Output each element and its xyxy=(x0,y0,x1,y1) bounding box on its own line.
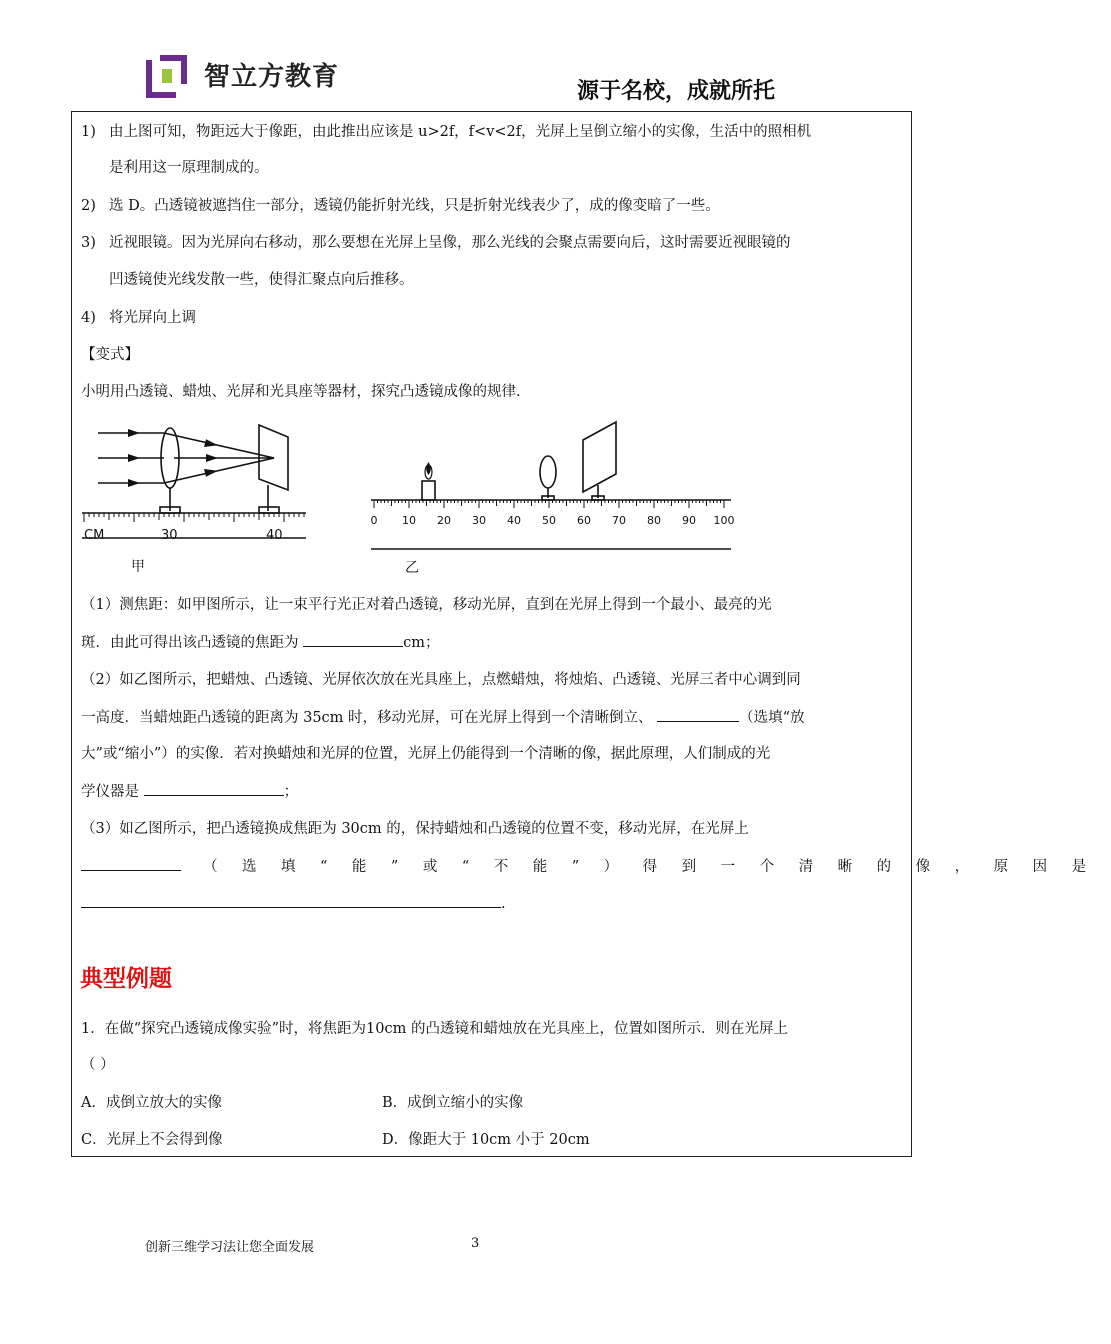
yi-tick-label: 30 xyxy=(472,514,486,527)
example-q-line1: 1．在做“探究凸透镜成像实验”时，将焦距为10cm 的凸透镜和蜡烛放在光具座上，位置如图所示．则在光屏上 xyxy=(81,1021,788,1037)
logo xyxy=(146,52,346,104)
q2-text-c: 学仪器是 xyxy=(81,784,144,800)
answer-4-num: 4) xyxy=(81,310,96,326)
yi-tick-label: 50 xyxy=(542,514,556,527)
jia-label: 甲 xyxy=(131,559,145,575)
option-b[interactable]: B．成倒立缩小的实像 xyxy=(382,1095,524,1111)
q1-line2 xyxy=(81,632,439,653)
q3-line3 xyxy=(81,893,506,914)
q2-line3: 大”或“缩小”）的实像．若对换蜡烛和光屏的位置，光屏上仍能得到一个清晰的像，据此原理，人们制成的光 xyxy=(81,746,771,762)
option-a[interactable]: A．成倒立放大的实像 xyxy=(81,1095,222,1111)
q2-line4 xyxy=(81,781,298,802)
answer-2-num: 2) xyxy=(81,198,96,214)
q1-text-a: 斑．由此可得出该凸透镜的焦距为 xyxy=(81,635,304,651)
yi-tick-label: 70 xyxy=(612,514,626,527)
logo-text: 智立方教育 xyxy=(204,62,340,92)
figure-jia xyxy=(78,415,318,580)
answer-1-num: 1) xyxy=(81,124,96,140)
yi-label: 乙 xyxy=(405,560,419,576)
yi-tick-label: 20 xyxy=(437,514,451,527)
q2-line2 xyxy=(81,707,805,728)
logo-mark-icon xyxy=(146,52,188,98)
q3-text: （选填“能”或“不能”）得到一个清晰的像，原因是 xyxy=(203,859,1111,875)
header-slogan: 源于名校，成就所托 xyxy=(577,79,776,104)
q2-text-a: 一高度．当蜡烛距凸透镜的距离为 35cm 时，移动光屏，可在光屏上得到一个清晰倒立、 xyxy=(81,710,658,726)
jia-cm-label: CM xyxy=(84,528,105,543)
page-number: 3 xyxy=(471,1236,480,1251)
answer-3-line1: 近视眼镜。因为光屏向右移动，那么要想在光屏上呈像，那么光线的会聚点需要向后，这时需要近视眼镜的 xyxy=(109,235,791,251)
q1-blank[interactable] xyxy=(303,632,403,647)
option-d[interactable]: D．像距大于 10cm 小于 20cm xyxy=(382,1132,590,1148)
answer-3-line2: 凹透镜使光线发散一些，使得汇聚点向后推移。 xyxy=(109,272,414,288)
q2-blank-2[interactable] xyxy=(144,781,284,796)
q3-blank-1[interactable] xyxy=(81,856,181,871)
yi-tick-label: 10 xyxy=(402,514,416,527)
q3-line2 xyxy=(81,856,1111,877)
answer-3-num: 3) xyxy=(81,235,96,251)
example-q-line2: （ ） xyxy=(81,1057,115,1073)
q2-line1: （2）如乙图所示，把蜡烛、凸透镜、光屏依次放在光具座上，点燃蜡烛，将烛焰、凸透镜、光屏三者中心调到同 xyxy=(81,672,801,688)
q2-text-d: ； xyxy=(283,784,299,800)
variant-tag: 【变式】 xyxy=(81,347,139,363)
figure-yi xyxy=(365,415,745,580)
answer-2-line1: 选 D。凸透镜被遮挡住一部分，透镜仍能折射光线，只是折射光线表少了，成的像变暗了一些。 xyxy=(109,198,720,214)
q3-line1: （3）如乙图所示，把凸透镜换成焦距为 30cm 的，保持蜡烛和凸透镜的位置不变，移动光屏，在光屏上 xyxy=(81,821,749,837)
jia-tick-30: 30 xyxy=(161,528,178,543)
q2-blank-1[interactable] xyxy=(657,707,739,722)
yi-tick-label: 80 xyxy=(647,514,661,527)
answer-4-line1: 将光屏向上调 xyxy=(109,310,196,326)
option-c[interactable]: C．光屏上不会得到像 xyxy=(81,1132,223,1148)
answer-1-line2: 是利用这一原理制成的。 xyxy=(109,160,269,176)
yi-tick-label: 90 xyxy=(682,514,696,527)
q3-end: . xyxy=(501,896,506,912)
section-heading: 典型例题 xyxy=(80,966,172,992)
footer-slogan: 创新三维学习法让您全面发展 xyxy=(145,1240,315,1255)
q2-text-b: （选填“放 xyxy=(739,710,805,726)
yi-tick-label: 100 xyxy=(713,514,735,527)
variant-intro: 小明用凸透镜、蜡烛、光屏和光具座等器材，探究凸透镜成像的规律． xyxy=(81,384,531,400)
yi-tick-label: 60 xyxy=(577,514,591,527)
q1-line1: （1）测焦距：如甲图所示，让一束平行光正对着凸透镜，移动光屏，直到在光屏上得到一个最小、最亮的光 xyxy=(81,597,772,613)
yi-tick-label: 0 xyxy=(370,514,378,527)
jia-tick-40: 40 xyxy=(266,528,283,543)
yi-tick-label: 40 xyxy=(507,514,521,527)
q3-blank-2[interactable] xyxy=(81,893,501,908)
q1-text-b: cm； xyxy=(403,635,440,651)
answer-1-line1: 由上图可知，物距远大于像距，由此推出应该是 u>2f，f<v<2f，光屏上呈倒立缩小的实像，生活中的照相机 xyxy=(109,124,812,140)
